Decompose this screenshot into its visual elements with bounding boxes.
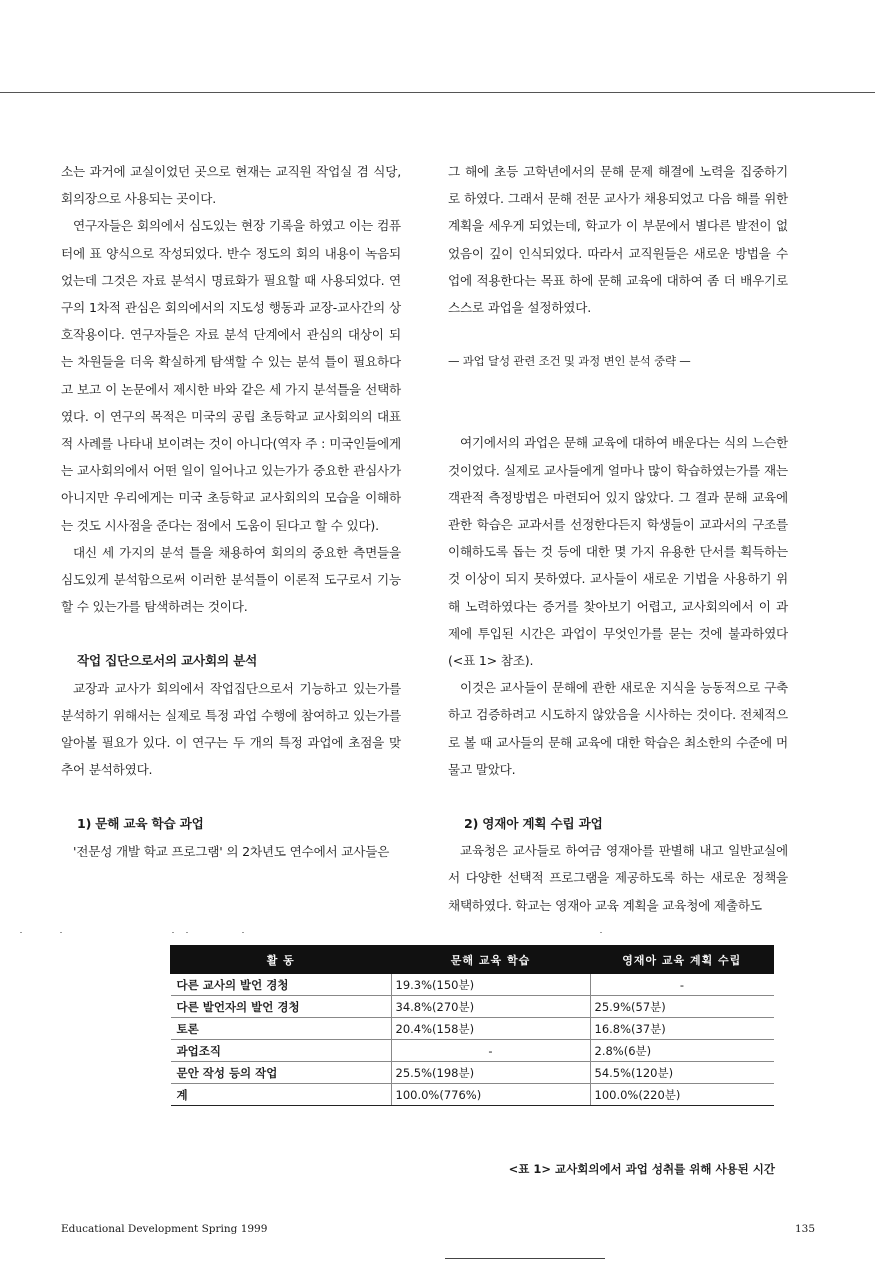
table-cell: 34.8%(270분) — [391, 996, 590, 1018]
omission-note: — 과업 달성 관련 조건 및 과정 변인 분석 중략 — — [448, 354, 691, 369]
left-column — [61, 158, 401, 865]
table-header: 영재아 교육 계획 수립 — [590, 946, 774, 974]
table-row — [171, 1040, 774, 1062]
table-header: 문해 교육 학습 — [391, 946, 590, 974]
table-cell: 토론 — [171, 1018, 392, 1040]
paragraph: 소는 과거에 교실이었던 곳으로 현재는 교직원 작업실 겸 식당, 회의장으로 사용되는 곳이다. — [61, 164, 401, 207]
table-cell: 계 — [171, 1084, 392, 1106]
bottom-rule — [445, 1258, 605, 1259]
table-caption: <표 1> 교사회의에서 과업 성취를 위해 사용된 시간 — [508, 1162, 775, 1176]
top-rule — [0, 92, 875, 93]
table-row — [171, 974, 774, 996]
paragraph: 이것은 교사들이 문해에 관한 새로운 지식을 능동적으로 구축하고 검증하려고 시도하지 않았음을 시사하는 것이다. 전체적으로 볼 때 교사들의 문해 교육에 대한 학습은 최소한의 수준에 머물고 말았다. — [448, 680, 788, 777]
table-header-row — [171, 946, 774, 974]
subsection-heading: 2) 영재아 계획 수립 과업 — [464, 816, 603, 832]
table-cell: 다른 발언자의 발언 경청 — [171, 996, 392, 1018]
paragraph: 여기에서의 과업은 문해 교육에 대하여 배운다는 식의 느슨한 것이었다. 실제로 교사들에게 얼마나 많이 학습하였는가를 재는 객관적 측정방법은 마련되어 있지 않았다. 그 결과 문해 교육에 관한 학습은 교과서를 선정한다든지 학생들이 교과서의 구조를 이해하도록 돕는 것 등에 대한 몇 가지 유용한 단서를 획득하는 것 이상이 되지 못하였다. 교사들이 새로운 기법을 사용하기 위해 노력하였다는 증거를 찾아보기 어렵고, 교사회의에서 이 과제에 투입된 시간은 과업이 무엇인가를 묻는 것에 불과하였다(<표 1> 참조). — [448, 435, 788, 669]
table-row — [171, 996, 774, 1018]
time-usage-table — [170, 945, 774, 1106]
page-number: 135 — [794, 1223, 815, 1235]
table-cell: - — [391, 1040, 590, 1062]
table-row — [171, 1062, 774, 1084]
right-column — [448, 158, 788, 919]
table-cell: 다른 교사의 발언 경청 — [171, 974, 392, 996]
paragraph: '전문성 개발 학교 프로그램' 의 2차년도 연수에서 교사들은 — [73, 843, 390, 859]
table-cell: 16.8%(37분) — [590, 1018, 774, 1040]
table-cell: 100.0%(776%) — [391, 1084, 590, 1106]
table-cell: 54.5%(120분) — [590, 1062, 774, 1084]
footer-journal: Educational Development Spring 1999 — [61, 1223, 268, 1235]
table-cell: 문안 작성 등의 작업 — [171, 1062, 392, 1084]
table-cell: 2.8%(6분) — [590, 1040, 774, 1062]
dotted-separator — [0, 932, 875, 936]
table-cell: 19.3%(150분) — [391, 974, 590, 996]
table-row — [171, 1084, 774, 1106]
paragraph: 교육청은 교사들로 하여금 영재아를 판별해 내고 일반교실에서 다양한 선택적 프로그램을 제공하도록 하는 새로운 정책을 채택하였다. 학교는 영재아 교육 계획을 교육청에 제출하도 — [448, 843, 788, 913]
table-cell: 25.9%(57분) — [590, 996, 774, 1018]
paragraph: 연구자들은 회의에서 심도있는 현장 기록을 하였고 이는 컴퓨터에 표 양식으로 작성되었다. 반수 정도의 회의 내용이 녹음되었는데 그것은 자료 분석시 명료화가 필요할 때 사용되었다. 연구의 1차적 관심은 회의에서의 지도성 행동과 교장-교사간의 상호작용이다. 연구자들은 자료 분석 단계에서 관심의 대상이 되는 차원들을 더욱 확실하게 탐색할 수 있는 분석 틀이 필요하다고 보고 이 논문에서 제시한 바와 같은 세 가지 분석틀을 선택하였다. 이 연구의 목적은 미국의 공립 초등학교 교사회의의 대표적 사례를 나타내 보이려는 것이 아니다(역자 주 : 미국인들에게는 교사회의에서 어떤 일이 일어나고 있는가가 중요한 관심사가 아니지만 우리에게는 미국 초등학교 교사회의의 모습을 이해하는 것도 시사점을 준다는 점에서 도움이 된다고 할 수 있다). — [61, 218, 401, 533]
table-row — [171, 1018, 774, 1040]
paragraph: 대신 세 가지의 분석 틀을 채용하여 회의의 중요한 측면들을 심도있게 분석함으로써 이러한 분석틀이 이론적 도구로서 기능할 수 있는가를 탐색하려는 것이다. — [61, 544, 401, 615]
table-cell: 과업조직 — [171, 1040, 392, 1062]
table-header: 활 동 — [171, 946, 392, 974]
table-cell: 25.5%(198분) — [391, 1062, 590, 1084]
paragraph: 그 해에 초등 고학년에서의 문해 문제 해결에 노력을 집중하기로 하였다. 그래서 문해 전문 교사가 채용되었고 다음 해를 위한 계획을 세우게 되었는데, 학교가 이 부문에서 별다른 발전이 없었음이 깊이 인식되었다. 따라서 교직원들은 새로운 방법을 수업에 적용한다는 목표 하에 문해 교육에 대하여 좀 더 배우기로 스스로 과업을 설정하였다. — [448, 164, 788, 316]
table-cell: 100.0%(220분) — [590, 1084, 774, 1106]
section-heading: 작업 집단으로서의 교사회의 분석 — [77, 653, 258, 669]
table-cell: - — [590, 974, 774, 996]
table-cell: 20.4%(158분) — [391, 1018, 590, 1040]
subsection-heading: 1) 문해 교육 학습 과업 — [77, 816, 204, 832]
paragraph: 교장과 교사가 회의에서 작업집단으로서 기능하고 있는가를 분석하기 위해서는 실제로 특정 과업 수행에 참여하고 있는가를 알아볼 필요가 있다. 이 연구는 두 개의 특정 과업에 초점을 맞추어 분석하였다. — [61, 680, 401, 778]
